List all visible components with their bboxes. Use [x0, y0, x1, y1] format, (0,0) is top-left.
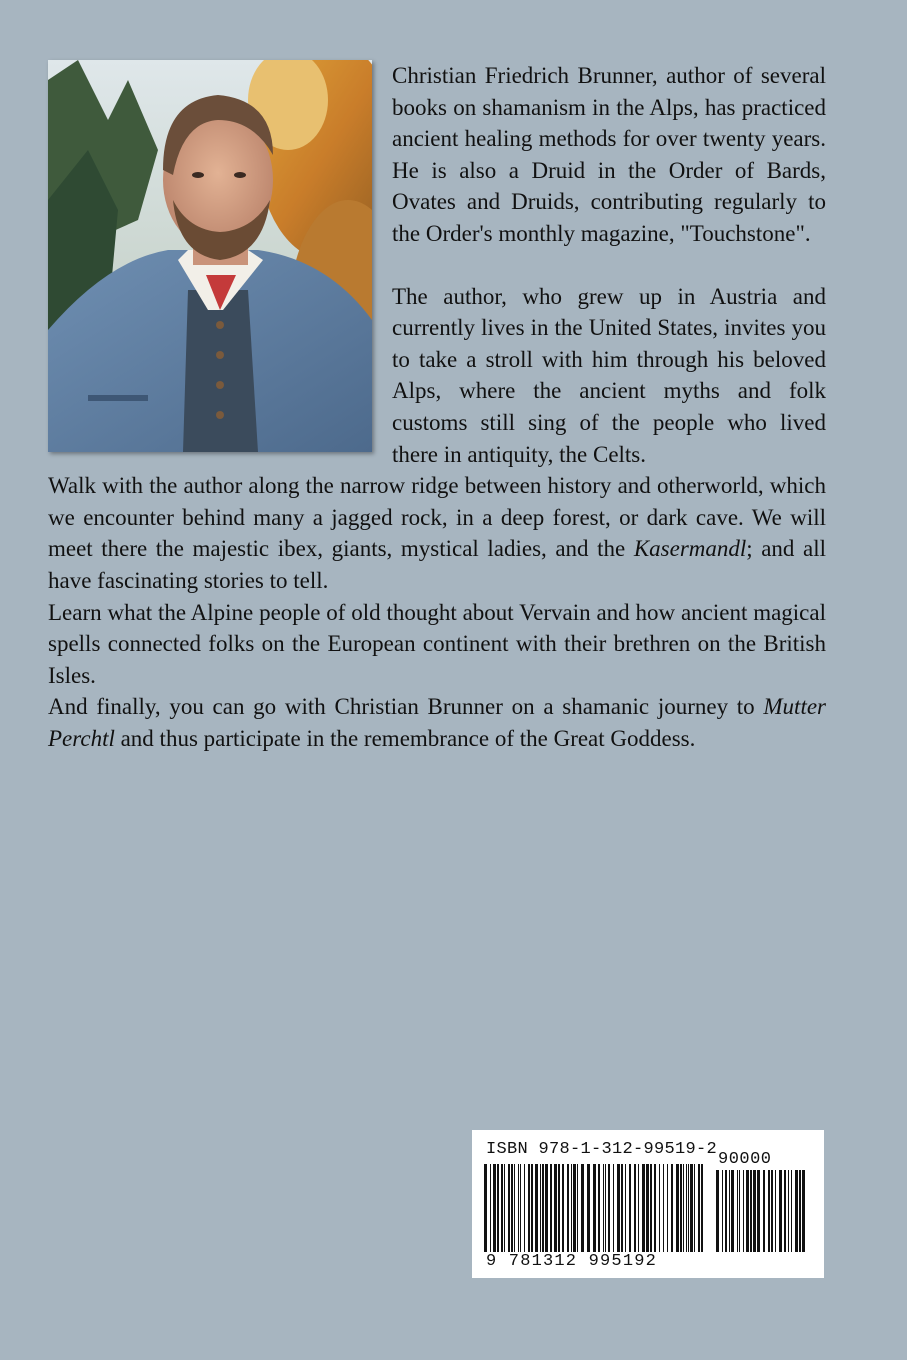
barcode-bar — [598, 1164, 600, 1252]
barcode-bar — [676, 1164, 679, 1252]
barcode-bar — [524, 1164, 525, 1252]
barcode-bar — [739, 1170, 740, 1252]
price-code: 90000 — [718, 1150, 772, 1169]
bio-paragraph-3-emphasis: Kasermandl — [633, 536, 747, 562]
barcode-bar — [731, 1170, 734, 1252]
barcode-bar — [729, 1170, 730, 1252]
bio-paragraph-3 — [48, 470, 826, 596]
barcode-bar — [528, 1164, 530, 1252]
barcode-bar — [593, 1164, 596, 1252]
barcode-bar — [558, 1164, 560, 1252]
barcode-bar — [542, 1164, 544, 1252]
barcode-digits: 9 781312 995192 — [486, 1252, 658, 1271]
bio-paragraph-3-text-a: Walk with the author along the narrow ridge between history and otherworld, which we encounter behind many a jagged rock, in a deep forest, or dark cave. We will meet there the majestic ibex, giants, mystical ladies, and the — [48, 473, 826, 562]
barcode-bar — [654, 1164, 656, 1252]
barcode-bar — [511, 1164, 513, 1252]
barcode-bar — [531, 1164, 533, 1252]
isbn-barcode — [472, 1130, 824, 1278]
barcode-bar — [535, 1164, 538, 1252]
addon-bars — [716, 1170, 808, 1252]
barcode-bar — [562, 1164, 564, 1252]
barcode-bar — [484, 1164, 487, 1252]
barcode-bar — [791, 1170, 792, 1252]
barcode-bar — [757, 1170, 760, 1252]
barcode-bar — [746, 1170, 749, 1252]
barcode-bar — [493, 1164, 496, 1252]
barcode-bar — [779, 1170, 782, 1252]
barcode-bar — [497, 1164, 499, 1252]
bio-paragraph-5 — [48, 691, 826, 754]
barcode-bar — [571, 1164, 572, 1252]
barcode-bar — [608, 1164, 610, 1252]
barcode-bar — [581, 1164, 584, 1252]
barcode-bar — [567, 1164, 569, 1252]
barcode-bar — [545, 1164, 548, 1252]
barcode-bar — [646, 1164, 649, 1252]
barcode-bar — [667, 1164, 668, 1252]
barcode-bar — [508, 1164, 510, 1252]
barcode-bar — [694, 1164, 695, 1252]
barcode-bar — [587, 1164, 590, 1252]
barcode-bar — [617, 1164, 620, 1252]
barcode-bar — [768, 1170, 770, 1252]
bio-paragraph-1: Christian Friedrich Brunner, author of several books on shamanism in the Alps, has practiced ancient healing methods for over twenty years. He is also a Druid in the Order of Bards, Ovates and Druids, contributing regularly to the Order's monthly magazine, "Touchstone". — [392, 63, 826, 246]
barcode-bar — [763, 1170, 765, 1252]
barcode-bar — [698, 1164, 700, 1252]
barcode-bar — [750, 1170, 752, 1252]
barcode-bar — [722, 1170, 723, 1252]
barcode-bar — [690, 1164, 693, 1252]
bio-paragraph-5-emphasis: Mutter Perchtl — [48, 694, 826, 751]
barcode-bar — [743, 1170, 744, 1252]
barcode-bar — [725, 1170, 727, 1252]
bio-text — [48, 60, 826, 754]
barcode-bar — [795, 1170, 798, 1252]
isbn-label: ISBN 978-1-312-99519-2 — [486, 1140, 718, 1159]
barcode-bar — [554, 1164, 557, 1252]
barcode-bar — [788, 1170, 789, 1252]
barcode-bar — [638, 1164, 639, 1252]
bio-paragraph-3-text-b: ; and all have fascinating stories to tell. — [48, 536, 826, 593]
barcode-bar — [613, 1164, 614, 1252]
barcode-bar — [605, 1164, 606, 1252]
barcode-bar — [799, 1170, 801, 1252]
barcode-bar — [659, 1164, 660, 1252]
barcode-bar — [550, 1164, 552, 1252]
barcode-bar — [802, 1170, 805, 1252]
barcode-bar — [514, 1164, 515, 1252]
barcode-bar — [701, 1164, 703, 1252]
ean-bars — [484, 1164, 706, 1252]
bio-paragraph-4: Learn what the Alpine people of old thought about Vervain and how ancient magical spells connected folks on the European continent with their brethren on the British Isles. — [48, 599, 826, 688]
barcode-bar — [642, 1164, 645, 1252]
bio-paragraph-5-text-a: And finally, you can go with Christian Brunner on a shamanic journey to — [48, 694, 764, 720]
bio-paragraph-5-text-b: and thus participate in the remembrance of the Great Goddess. — [114, 725, 696, 751]
barcode-bar — [504, 1164, 505, 1252]
barcode-bar — [520, 1164, 521, 1252]
barcode-bar — [518, 1164, 519, 1252]
photo-spacer — [48, 60, 392, 460]
barcode-bar — [629, 1164, 631, 1252]
barcode-bar — [603, 1164, 604, 1252]
barcode-bar — [663, 1164, 664, 1252]
barcode-bar — [540, 1164, 541, 1252]
barcode-bar — [490, 1164, 491, 1252]
barcode-bar — [753, 1170, 756, 1252]
barcode-bar — [680, 1164, 682, 1252]
barcode-bar — [683, 1164, 684, 1252]
barcode-bar — [625, 1164, 626, 1252]
barcode-bar — [737, 1170, 738, 1252]
barcode-bar — [688, 1164, 689, 1252]
barcode-bar — [784, 1170, 786, 1252]
barcode-bar — [634, 1164, 636, 1252]
barcode-bar — [573, 1164, 576, 1252]
barcode-bar — [501, 1164, 503, 1252]
barcode-bar — [716, 1170, 719, 1252]
barcode-bar — [671, 1164, 673, 1252]
barcode-bar — [621, 1164, 623, 1252]
barcode-bar — [771, 1170, 773, 1252]
barcode-bar — [775, 1170, 776, 1252]
barcode-bar — [577, 1164, 578, 1252]
barcode-bar — [650, 1164, 652, 1252]
barcode-bar — [686, 1164, 687, 1252]
bio-paragraph-2: The author, who grew up in Austria and currently lives in the United States, invites you to take a stroll with him through his beloved Alps, where the ancient myths and folk customs still sing of the people who lived there in antiquity, the Celts. — [392, 283, 826, 467]
